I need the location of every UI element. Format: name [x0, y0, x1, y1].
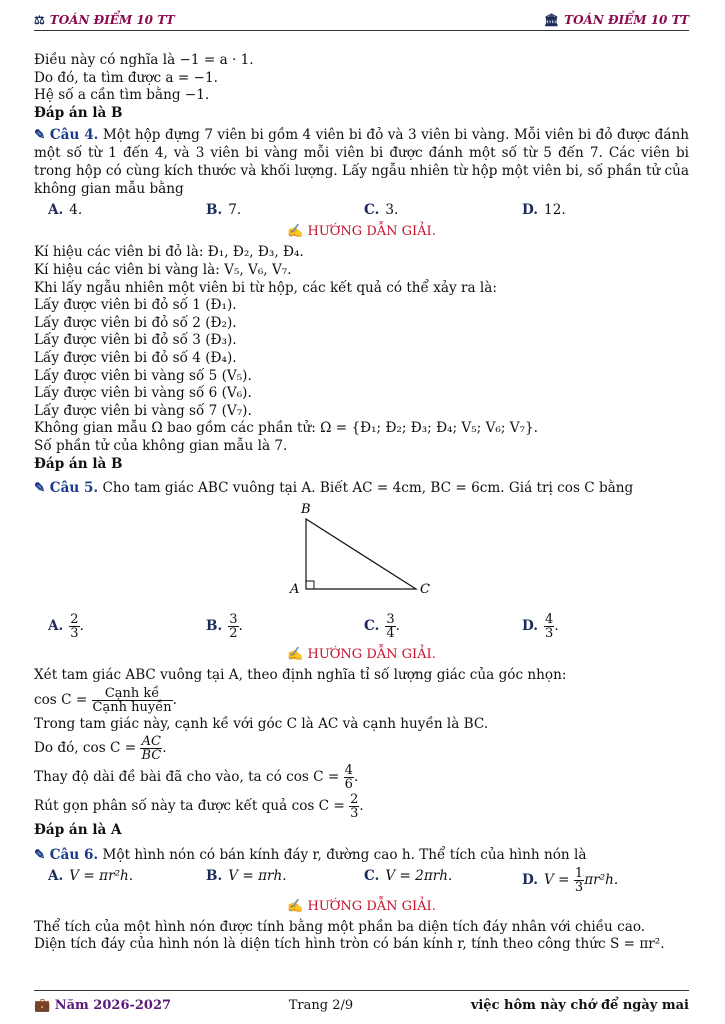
footer-year: 💼 Năm 2026-2027	[34, 997, 172, 1013]
solution-line: Kí hiệu các viên bi vàng là: V₅, V₆, V₇.	[34, 261, 292, 278]
footer-motto: việc hôm này chớ để ngày mai	[470, 997, 689, 1013]
choice-d: D. $\frac{4}{3}$ .	[522, 612, 559, 642]
solution-line: Lấy được viên bi vàng số 6 (V₆).	[34, 385, 252, 402]
solution-line: Số phần tử của không gian mẫu là 7.	[34, 437, 288, 454]
scale-icon: ⚖	[34, 13, 45, 27]
question-text: Một hộp đựng 7 viên bi gồm 4 viên bi đỏ và 3 viên bi vàng. Mỗi viên bi đỏ được đánh một số từ 1 đến 4, và 3 viên bi vàng mỗi viên bi được đánh một số từ 5 đến 7. Các viên bi trong hộp có cùng kích thước và khối lượng. Lấy ngẫu nhiên từ hộp một viên bi, số phần tử của không gian mẫu bằng	[34, 127, 689, 198]
solution-formula: cos C = $\frac{\text{Cạnh kề}}{\text{Cạnh huyền}}$ .	[34, 685, 177, 715]
bank-icon: 🏛	[543, 13, 560, 27]
question-text: Cho tam giác ABC vuông tại A. Biết AC = 4cm, BC = 6cm. Giá trị cos C bằng	[102, 480, 634, 497]
question-text: Một hình nón có bán kính đáy r, đường cao h. Thể tích của hình nón là	[102, 846, 587, 863]
choices	[48, 867, 689, 894]
choice-d: D. V = $\frac{1}{3}$ πr²h.	[522, 865, 619, 895]
solution-line: Lấy được viên bi đỏ số 4 (Đ₄).	[34, 349, 237, 366]
solution-line: Lấy được viên bi đỏ số 3 (Đ₃).	[34, 332, 237, 349]
text-line: Điều này có nghĩa là −1 = a · 1.	[34, 52, 254, 68]
choice-c: C. V = 2πrh.	[364, 867, 453, 884]
page-footer	[34, 990, 689, 1019]
answer-line: Đáp án là B	[34, 455, 123, 472]
choice-d: D. 12.	[522, 202, 566, 219]
page-content	[34, 52, 689, 954]
question-label: Câu 5.	[49, 480, 99, 497]
choice-c: C. 3.	[364, 202, 399, 219]
question-4	[34, 126, 689, 198]
question-label: Câu 4.	[49, 127, 99, 144]
solution-formula: Rút gọn phân số này ta được kết quả cos C = $\frac{2}{3}$ .	[34, 792, 364, 822]
solution-formula: Thay độ dài đề bài đã cho vào, ta có cos C = $\frac{4}{6}$ .	[34, 763, 359, 793]
pencil-icon: ✍	[287, 647, 308, 663]
page-number: Trang 2/9	[288, 997, 354, 1013]
page-header	[34, 10, 689, 31]
choice-a: A. $\frac{2}{3}$ .	[48, 612, 84, 642]
solution-line: Lấy được viên bi vàng số 5 (V₅).	[34, 367, 252, 384]
text-line: Hệ số a cần tìm bằng −1.	[34, 87, 210, 104]
choice-b: B. $\frac{3}{2}$ .	[206, 612, 243, 642]
solution-formula: Do đó, cos C = $\frac{AC}{BC}$ .	[34, 734, 167, 764]
header-left: ⚖ TOÁN ĐIỂM 10 TT	[34, 13, 175, 27]
solution-line: Diện tích đáy của hình nón là diện tích hình tròn có bán kính r, tính theo công thức S = πr².	[34, 936, 665, 953]
choice-a: A. V = πr²h.	[48, 867, 134, 884]
solution-line: Kí hiệu các viên bi đỏ là: Đ₁, Đ₂, Đ₃, Đ₄.	[34, 244, 304, 261]
solution-line: Không gian mẫu Ω bao gồm các phần tử: Ω = {Đ₁; Đ₂; Đ₃; Đ₄; V₅; V₆; V₇}.	[34, 420, 538, 437]
solution-line: Lấy được viên bi đỏ số 2 (Đ₂).	[34, 314, 237, 331]
choices	[48, 201, 689, 219]
question-label: Câu 6.	[49, 846, 99, 863]
solution-line: Lấy được viên bi vàng số 7 (V₇).	[34, 402, 252, 419]
choice-c: C. $\frac{3}{4}$ .	[364, 612, 400, 642]
vertex-b-label: B	[301, 502, 311, 518]
edit-icon: ✎	[34, 127, 46, 144]
solution-heading: ✍ HƯỚNG DẪN GIẢI.	[287, 647, 436, 663]
triangle-shape	[306, 519, 416, 589]
choices	[48, 613, 689, 640]
answer-line: Đáp án là B	[34, 104, 123, 121]
choice-b: B. 7.	[206, 202, 242, 219]
right-angle-mark	[306, 581, 314, 589]
briefcase-icon: 💼	[34, 997, 55, 1013]
choice-a: A. 4.	[48, 202, 83, 219]
vertex-c-label: C	[420, 582, 430, 598]
triangle-figure	[284, 501, 454, 601]
solution-line: Thể tích của một hình nón được tính bằng một phần ba diện tích đáy nhân với chiều cao.	[34, 918, 646, 935]
pencil-icon: ✍	[287, 898, 308, 914]
solution-line: Xét tam giác ABC vuông tại A, theo định nghĩa tỉ số lượng giác của góc nhọn:	[34, 667, 567, 684]
solution-heading: ✍ HƯỚNG DẪN GIẢI.	[287, 898, 436, 914]
solution-line: Khi lấy ngẫu nhiên một viên bi từ hộp, các kết quả có thể xảy ra là:	[34, 279, 497, 296]
edit-icon: ✎	[34, 480, 46, 497]
solution-line: Lấy được viên bi đỏ số 1 (Đ₁).	[34, 297, 237, 314]
choice-b: B. V = πrh.	[206, 867, 287, 884]
question-5	[34, 479, 689, 497]
solution-heading: ✍ HƯỚNG DẪN GIẢI.	[287, 224, 436, 240]
vertex-a-label: A	[290, 582, 300, 598]
text-line: Do đó, ta tìm được a = −1.	[34, 69, 218, 86]
answer-line: Đáp án là A	[34, 822, 122, 839]
pencil-icon: ✍	[287, 224, 308, 240]
solution-line: Trong tam giác này, cạnh kề với góc C là AC và cạnh huyền là BC.	[34, 715, 489, 732]
edit-icon: ✎	[34, 846, 46, 863]
header-right: 🏛 TOÁN ĐIỂM 10 TT	[543, 13, 689, 27]
question-6	[34, 846, 689, 864]
